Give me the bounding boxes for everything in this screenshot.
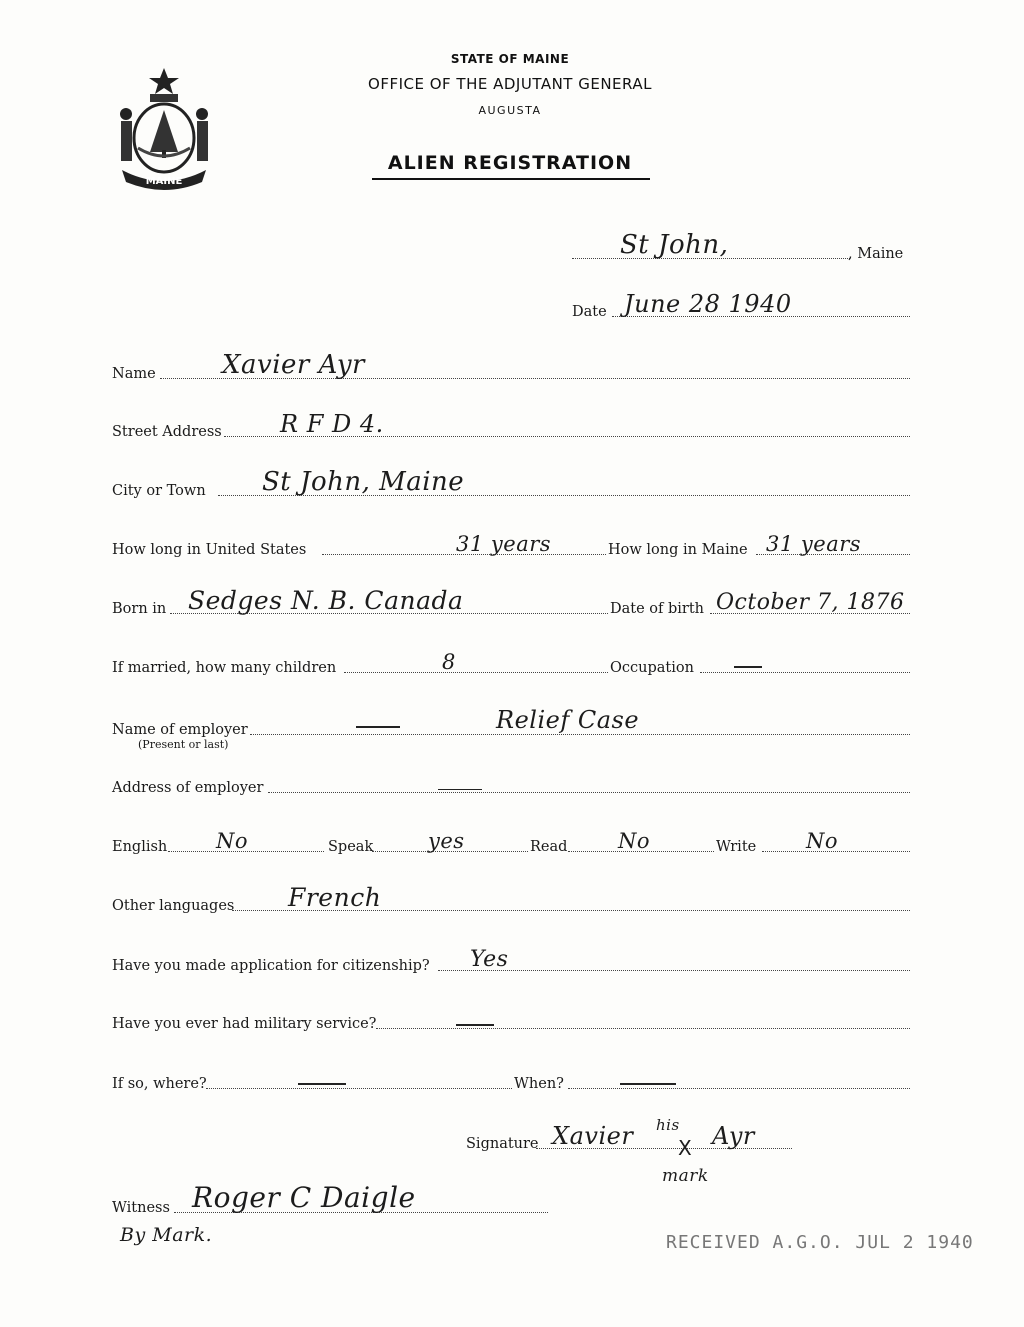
military-dots (376, 1028, 910, 1029)
header-state: STATE OF MAINE (450, 52, 570, 66)
received-stamp-text: RECEIVED A.G.O. JUL 2 1940 (666, 1232, 974, 1253)
name-row (112, 350, 912, 384)
signature-mark-word: mark (662, 1166, 709, 1186)
witness-value[interactable]: Roger C Daigle (192, 1181, 416, 1214)
date-value[interactable]: June 28 1940 (624, 290, 792, 318)
city-value[interactable]: St John, Maine (262, 467, 465, 497)
other-languages-value[interactable]: French (288, 883, 382, 912)
employer-dots (250, 734, 910, 735)
write-value[interactable]: No (806, 829, 839, 853)
employer-address-row (112, 774, 912, 798)
name-label: Name (112, 366, 156, 382)
employer-value[interactable]: Relief Case (496, 706, 640, 734)
when-dash (620, 1083, 676, 1085)
military-row (112, 1010, 912, 1034)
signature-mark-x: X (678, 1136, 693, 1160)
date-label: Date (572, 304, 607, 320)
children-dots (344, 672, 608, 673)
english-row (112, 829, 912, 857)
name-value[interactable]: Xavier Ayr (222, 350, 365, 380)
signature-row (466, 1116, 796, 1186)
street-label: Street Address (112, 424, 222, 440)
street-row (112, 410, 912, 442)
employer-address-dots (268, 792, 910, 793)
how-long-maine-label: How long in Maine (608, 542, 748, 558)
received-stamp (666, 1232, 974, 1253)
date-of-birth-label: Date of birth (610, 601, 705, 617)
witness-by-mark: By Mark. (120, 1224, 213, 1246)
occupation-dash (734, 666, 762, 668)
other-languages-row (112, 883, 912, 916)
where-dots (206, 1088, 512, 1089)
signature-first-name[interactable]: Xavier (552, 1122, 634, 1150)
how-long-us-label: How long in United States (112, 542, 307, 558)
place-row (560, 230, 920, 264)
date-row (572, 290, 912, 322)
employer-dash (356, 726, 400, 728)
citizenship-label: Have you made application for citizenship? (112, 958, 430, 974)
form-title: ALIEN REGISTRATION (387, 152, 633, 174)
seal-banner-text: MAINE (145, 176, 183, 187)
english-value[interactable]: No (216, 829, 249, 853)
street-value[interactable]: R F D 4. (280, 410, 384, 438)
english-label: English (112, 839, 168, 855)
how-long-maine-value[interactable]: 31 years (766, 532, 862, 556)
occupation-dots (700, 672, 910, 673)
witness-label: Witness (112, 1200, 170, 1216)
where-row (112, 1070, 912, 1094)
place-suffix: , Maine (848, 246, 904, 262)
citizenship-row (112, 947, 912, 976)
signature-label: Signature (466, 1136, 539, 1152)
employer-address-dash (438, 789, 482, 791)
where-dash (298, 1083, 346, 1085)
born-in-value[interactable]: Sedges N. B. Canada (188, 586, 464, 615)
city-label: City or Town (112, 483, 206, 499)
occupation-label: Occupation (610, 660, 694, 676)
title-underline (372, 178, 650, 180)
born-row (112, 586, 912, 619)
children-label: If married, how many children (112, 660, 337, 676)
how-long-us-value[interactable]: 31 years (456, 532, 552, 556)
date-of-birth-value[interactable]: October 7, 1876 (716, 590, 905, 615)
citizenship-value[interactable]: Yes (470, 947, 509, 972)
where-label: If so, where? (112, 1076, 207, 1092)
other-languages-label: Other languages (112, 898, 235, 914)
witness-row (112, 1181, 552, 1246)
children-row (112, 650, 912, 678)
state-seal-icon (112, 66, 216, 192)
citizenship-dots (438, 970, 910, 971)
place-value[interactable]: St John, (620, 230, 729, 260)
employer-label: Name of employer (112, 722, 248, 738)
read-label: Read (530, 839, 568, 855)
military-label: Have you ever had military service? (112, 1016, 377, 1032)
when-label: When? (514, 1076, 564, 1092)
children-value[interactable]: 8 (442, 650, 456, 674)
how-long-row (112, 532, 912, 560)
write-label: Write (716, 839, 757, 855)
born-in-label: Born in (112, 601, 167, 617)
read-value[interactable]: No (618, 829, 651, 853)
header-city: AUGUSTA (478, 104, 542, 117)
header-office: OFFICE OF THE ADJUTANT GENERAL (368, 75, 652, 93)
military-dash (456, 1024, 494, 1026)
employer-sublabel: (Present or last) (138, 738, 229, 751)
speak-label: Speak (328, 839, 374, 855)
signature-his: his (656, 1116, 680, 1134)
employer-address-label: Address of employer (112, 780, 264, 796)
employer-row (112, 706, 912, 751)
speak-value[interactable]: yes (428, 829, 465, 853)
signature-last-name[interactable]: Ayr (712, 1122, 755, 1150)
city-row (112, 467, 912, 501)
when-dots (568, 1088, 910, 1089)
